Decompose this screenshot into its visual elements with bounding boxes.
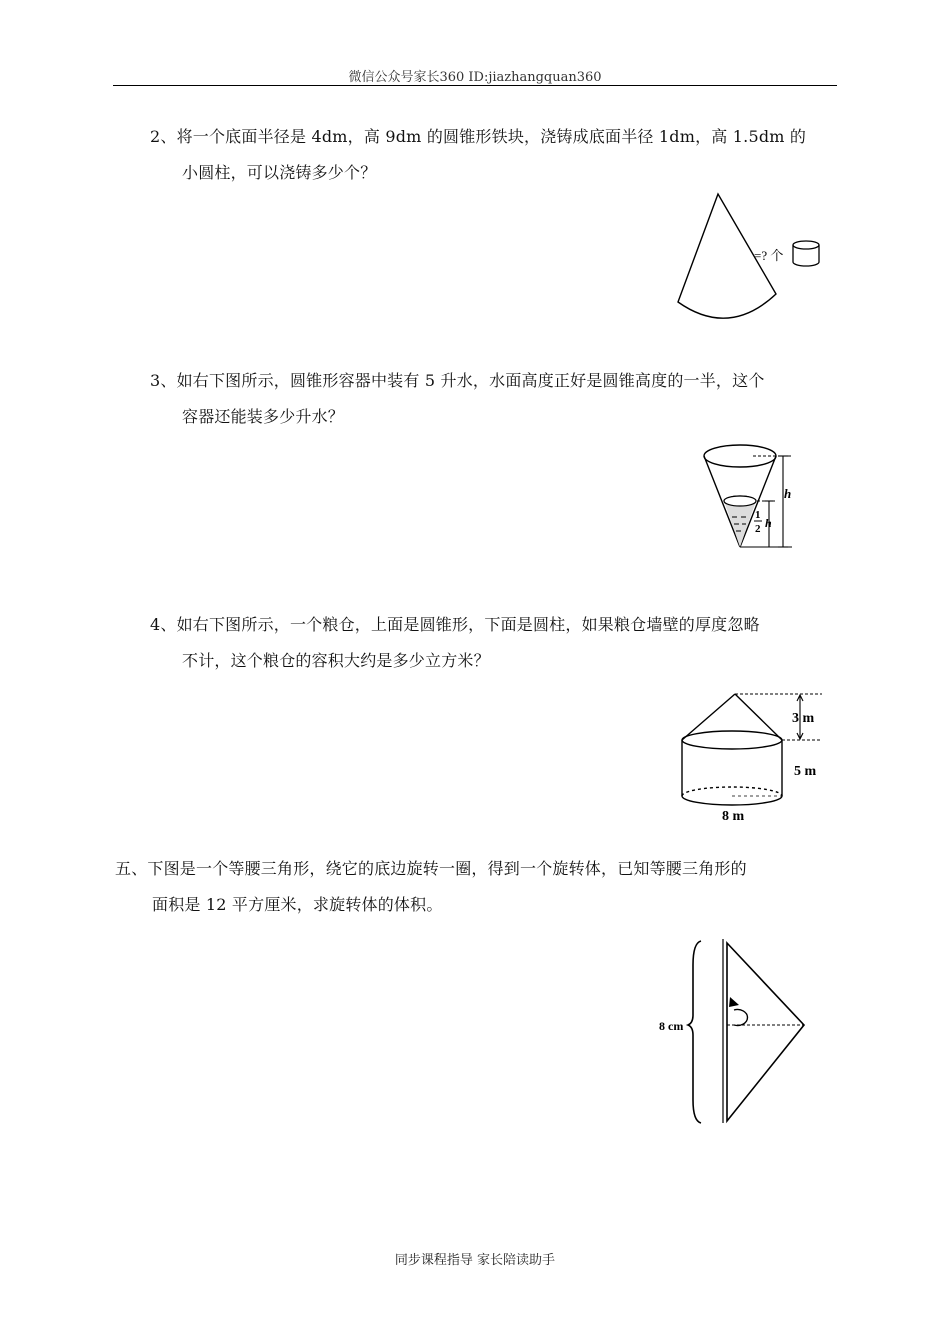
water-fill (724, 501, 756, 547)
isosceles-triangle (727, 943, 804, 1121)
header-rule (113, 85, 837, 86)
base-length-label: 8 cm (659, 1019, 684, 1033)
rotation-arrow-icon (734, 1010, 747, 1026)
question-5-line-1: 五、下图是一个等腰三角形，绕它的底边旋转一圈，得到一个旋转体，已知等腰三角形的 (115, 859, 747, 878)
cone-cylinder-label: =? 个 (754, 248, 784, 263)
cone-height-label: 3 m (792, 711, 815, 726)
half-h-label: h (765, 516, 772, 530)
granary-outline (682, 694, 782, 805)
question-5-line-2: 面积是 12 平方厘米，求旋转体的体积。 (152, 895, 443, 914)
diameter-label: 8 m (722, 809, 745, 824)
h-label: h (784, 486, 792, 501)
question-4-line-2: 不计，这个粮仓的容积大约是多少立方米？ (182, 651, 490, 670)
question-4-line-1: 4、如右下图所示，一个粮仓，上面是圆锥形，下面是圆柱，如果粮仓墙壁的厚度忽略 (150, 615, 760, 634)
question-3-line-2: 容器还能装多少升水？ (182, 407, 345, 426)
question-2-line-2: 小圆柱，可以浇铸多少个？ (182, 163, 377, 182)
cylinder-height-label: 5 m (794, 764, 817, 779)
page-footer: 同步课程指导 家长陪读助手 (394, 1253, 556, 1268)
half-numerator: 1 (755, 509, 761, 521)
page-header: 微信公众号家长360 ID:jiazhangquan360 (348, 70, 602, 85)
triangle-rotation-figure (655, 935, 815, 1130)
question-2-line-1: 2、将一个底面半径是 4dm，高 9dm 的圆锥形铁块，浇铸成底面半径 1dm，高 1.5dm 的 (150, 127, 807, 146)
cone-water-figure (695, 435, 805, 555)
base-brace (688, 941, 701, 1123)
half-denominator: 2 (755, 523, 761, 535)
cone-to-cylinder-figure (670, 190, 840, 335)
granary-figure (670, 688, 835, 828)
small-cylinder-icon (793, 241, 819, 266)
question-3-line-1: 3、如右下图所示，圆锥形容器中装有 5 升水，水面高度正好是圆锥高度的一半，这个 (150, 371, 765, 390)
rotation-arrowhead-icon (729, 997, 739, 1007)
